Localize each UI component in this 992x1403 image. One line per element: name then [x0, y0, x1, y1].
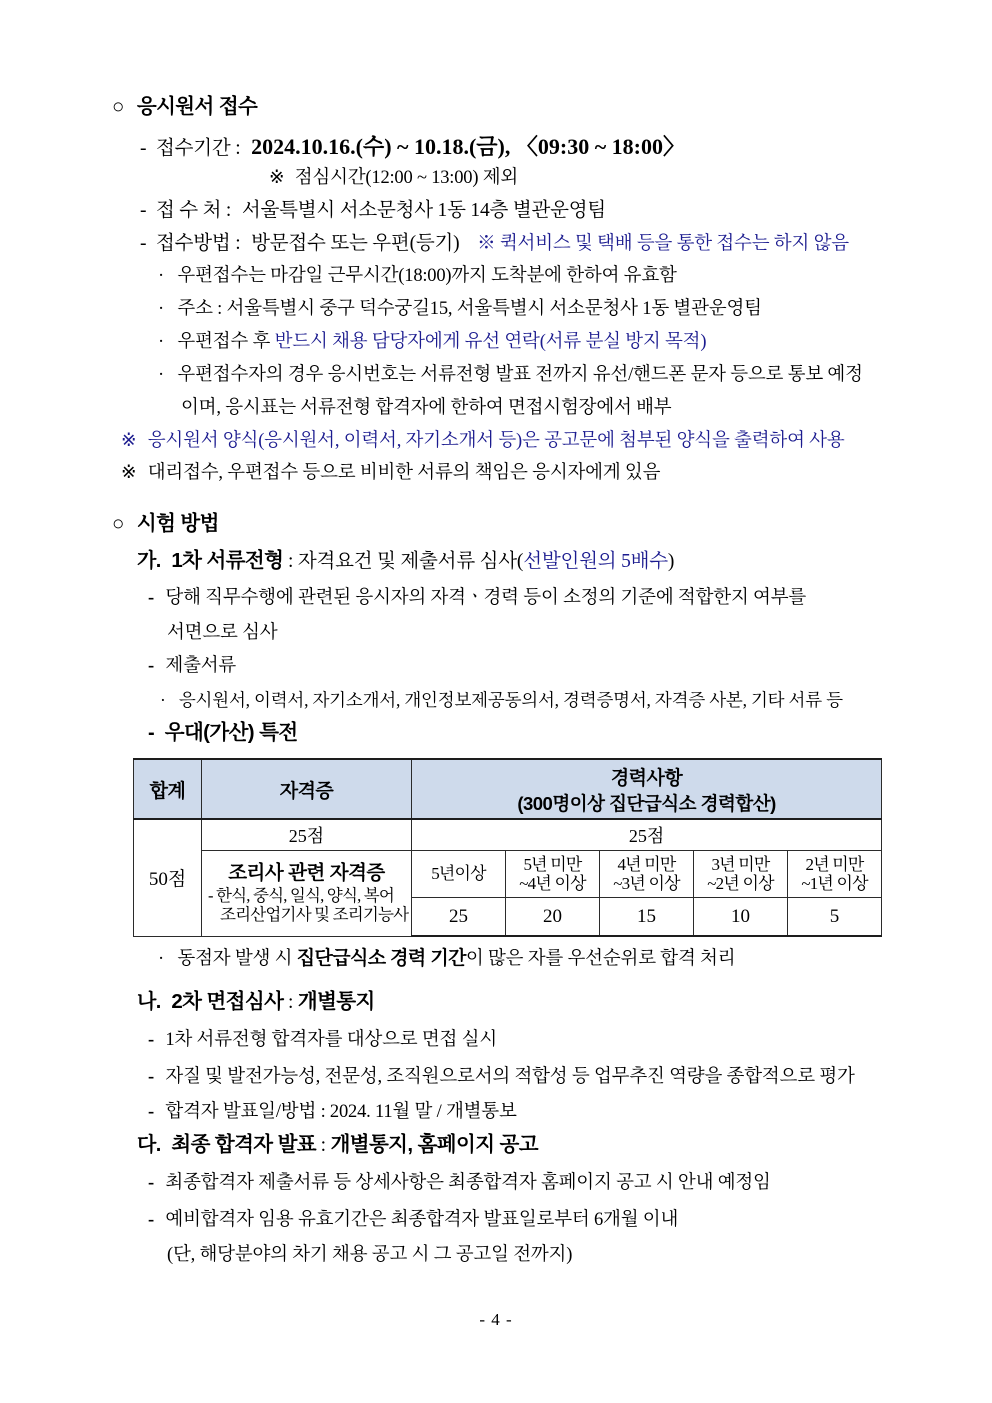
preference-points-line	[148, 723, 298, 744]
header-experience-line2: (300명이상 집단급식소 경력합산)	[517, 792, 776, 814]
reception-place-value: 서울특별시 서소문청사 1동 14층 별관운영팀	[241, 200, 607, 221]
review-scope-line2	[167, 624, 277, 643]
exam-number-notice-text1: 우편접수자의 경우 응시번호는 서류전형 발표 전까지 유선/핸드폰 문자 등으로 통보 예정	[177, 365, 863, 385]
reception-method-label: 접수방법 :	[155, 233, 241, 254]
final-docs-text: 최종합격자 제출서류 등 상세사항은 최종합격자 홈페이지 공고 시 안내 예정임	[165, 1173, 771, 1193]
step-ga-marker: 가.	[137, 550, 161, 572]
cell-certificate-points: 25점	[202, 819, 412, 851]
dash-marker: -	[148, 1102, 154, 1122]
reception-place-label: 접 수 처 :	[155, 200, 232, 221]
result-announce-line	[148, 1103, 517, 1122]
reception-method-note: ※ 퀵서비스 및 택배 등을 통한 접수는 하지 않음	[477, 234, 849, 254]
step-da-marker: 다.	[137, 1134, 161, 1156]
section-heading-application	[112, 97, 257, 118]
exp-col-3-label	[694, 851, 788, 898]
dash-marker: -	[140, 233, 147, 254]
mail-deadline-line	[158, 267, 677, 286]
step-na-title: 2차 면접심사	[171, 990, 284, 1013]
responsibility-notice-line	[121, 464, 660, 483]
lunch-break-note	[269, 169, 518, 188]
section-bullet-icon: ○	[112, 95, 124, 118]
reception-method-value: 방문접수 또는 우편(등기)	[251, 233, 460, 254]
dot-marker-icon: ·	[158, 949, 164, 969]
section-heading-exam-method	[112, 514, 219, 535]
reception-place-line	[140, 201, 606, 221]
exp-col-1-label	[506, 851, 600, 898]
reserve-validity-line1	[148, 1211, 678, 1230]
reception-period-label: 접수기간 :	[155, 138, 241, 159]
call-after-mail-emphasis: 반드시 채용 담당자에게 유선 연락(서류 분실 방지 목적)	[274, 332, 707, 352]
section-title: 시험 방법	[136, 512, 219, 535]
tie-break-emphasis: 집단급식소 경력 기간	[296, 948, 466, 969]
call-after-mail-line	[158, 333, 706, 352]
exp-col-3-line2: ~2년 이상	[707, 874, 774, 893]
header-experience	[412, 759, 882, 819]
step-ga-separator: :	[283, 551, 298, 572]
dot-marker-icon: ·	[158, 266, 164, 286]
step-da-line	[137, 1135, 538, 1156]
result-announce-text: 합격자 발표일/방법 : 2024. 11월 말 / 개별통보	[165, 1102, 517, 1122]
step-na-line	[137, 992, 375, 1013]
section-bullet-icon: ○	[112, 512, 124, 535]
reference-mark-icon: ※	[269, 168, 285, 188]
step-na-desc: 개별통지	[297, 990, 375, 1013]
cell-certificate-detail	[202, 851, 412, 937]
exp-col-4-line2: ~1년 이상	[801, 874, 868, 893]
dash-marker: -	[140, 200, 147, 221]
preference-points-text: 우대(가산) 특전	[164, 721, 298, 744]
reference-mark-icon: ※	[121, 431, 137, 451]
dash-marker: -	[148, 588, 154, 608]
exp-col-2-label	[600, 851, 694, 898]
dot-marker-icon: ·	[158, 332, 164, 352]
exp-col-1-line2: ~4년 이상	[519, 874, 586, 893]
cell-total-value: 50점	[134, 819, 202, 936]
preference-score-table	[133, 758, 882, 937]
review-scope-text2: 서면으로 심사	[167, 623, 278, 643]
form-notice-line	[121, 432, 845, 451]
lunch-break-text: 점심시간(12:00 ~ 13:00) 제외	[294, 168, 519, 188]
step-da-title: 최종 합격자 발표	[171, 1133, 316, 1156]
exam-number-notice-line1	[158, 366, 863, 385]
interview-target-text: 1차 서류전형 합격자를 대상으로 면접 실시	[165, 1030, 497, 1050]
dash-marker: -	[140, 138, 147, 159]
step-da-separator: :	[316, 1135, 331, 1156]
submission-docs-list-line	[160, 692, 843, 710]
dash-marker: -	[148, 1210, 154, 1230]
responsibility-notice-text: 대리접수, 우편접수 등으로 비비한 서류의 책임은 응시자에게 있음	[147, 463, 661, 483]
exp-col-1-line1: 5년 미만	[523, 854, 582, 874]
reference-mark-icon: ※	[121, 463, 137, 483]
reserve-validity-text1: 예비합격자 임용 유효기간은 최종합격자 발표일로부터 6개월 이내	[165, 1210, 679, 1230]
section-title: 응시원서 접수	[136, 95, 258, 118]
certificate-detail-sub1: - 한식, 중식, 일식, 양식, 복어	[208, 885, 395, 905]
exp-col-0-label	[412, 851, 506, 898]
table-header-row	[134, 759, 882, 819]
submission-docs-text: 제출서류	[165, 656, 237, 676]
step-na-separator: :	[283, 992, 298, 1013]
reception-method-line	[140, 234, 849, 254]
exp-col-4-line1: 2년 미만	[805, 854, 864, 874]
exp-col-4-value: 5	[788, 898, 882, 937]
call-after-mail-prefix: 우편접수 후	[177, 332, 275, 352]
exp-col-2-line2: ~3년 이상	[613, 874, 680, 893]
step-na-marker: 나.	[137, 991, 161, 1013]
exp-col-1-value: 20	[506, 898, 600, 937]
dot-marker-icon: ·	[158, 299, 164, 319]
final-docs-line	[148, 1174, 771, 1193]
interview-criteria-text: 자질 및 발전가능성, 전문성, 조직원으로서의 적합성 등 업무추진 역량을 종합적으로 평가	[165, 1067, 855, 1087]
dash-marker: -	[148, 1067, 154, 1087]
dash-marker: -	[148, 1030, 154, 1050]
step-ga-line	[137, 551, 674, 572]
reception-period-line	[140, 136, 685, 159]
exp-col-3-line1: 3년 미만	[711, 854, 770, 874]
dash-marker: -	[148, 722, 155, 744]
exp-col-2-line1: 4년 미만	[617, 854, 676, 874]
reserve-validity-text2: (단, 해당분야의 차기 채용 공고 시 그 공고일 전까지)	[167, 1245, 573, 1265]
step-ga-desc-emphasis: 선발인원의 5배수	[523, 551, 668, 572]
review-scope-text1: 당해 직무수행에 관련된 응시자의 자격ㆍ경력 등이 소정의 기준에 적합한지 여부를	[165, 588, 807, 608]
mail-deadline-text: 우편접수는 마감일 근무시간(18:00)까지 도착분에 한하여 유효함	[177, 266, 677, 286]
exp-col-3-value: 10	[694, 898, 788, 937]
submission-docs-list-text: 응시원서, 이력서, 자기소개서, 개인정보제공동의서, 경력증명서, 자격증 사본, 기타 서류 등	[178, 690, 843, 710]
exp-col-0-value: 25	[412, 898, 506, 937]
step-ga-desc: 자격요건 및 제출서류 심사(	[297, 551, 524, 572]
table-detail-row	[134, 851, 882, 898]
exp-col-4-label	[788, 851, 882, 898]
interview-target-line	[148, 1031, 497, 1050]
step-ga-title: 1차 서류전형	[171, 549, 284, 572]
dash-marker: -	[148, 656, 154, 676]
page-number-footer: - 4 -	[479, 1310, 513, 1329]
step-ga-desc-tail: )	[667, 551, 675, 572]
review-scope-line1	[148, 589, 806, 608]
exam-number-notice-line2	[181, 399, 671, 418]
exam-number-notice-text2: 이며, 응시표는 서류전형 합격자에 한하여 면접시험장에서 배부	[181, 398, 672, 418]
reception-period-value: 2024.10.16.(수) ~ 10.18.(금), 〈09:30 ~ 18:00〉	[251, 134, 685, 159]
certificate-detail-title: 조리사 관련 자격증	[228, 861, 385, 884]
address-text: 주소 : 서울특별시 중구 덕수궁길15, 서울특별시 서소문청사 1동 별관운영팀	[177, 299, 762, 319]
table-subtotal-row	[134, 819, 882, 851]
tie-break-prefix: 동점자 발생 시	[177, 949, 297, 969]
certificate-detail-sub2: 조리산업기사 및 조리기능사	[220, 905, 409, 925]
header-total: 합계	[134, 759, 202, 819]
header-experience-line1: 경력사항	[610, 767, 683, 789]
form-notice-text: 응시원서 양식(응시원서, 이력서, 자기소개서 등)은 공고문에 첨부된 양식을 출력하여 사용	[147, 431, 845, 451]
step-da-desc: 개별통지, 홈페이지 공고	[330, 1133, 538, 1156]
tie-break-line	[158, 949, 735, 969]
address-line	[158, 300, 762, 319]
tie-break-suffix: 이 많은 자를 우선순위로 합격 처리	[465, 949, 736, 969]
interview-criteria-line	[148, 1068, 855, 1087]
cell-experience-points: 25점	[412, 819, 882, 851]
dot-marker-icon: ·	[158, 365, 164, 385]
reserve-validity-line2	[167, 1246, 572, 1265]
submission-docs-line	[148, 657, 236, 676]
exp-col-0-line1: 5년이상	[431, 864, 486, 884]
exp-col-2-value: 15	[600, 898, 694, 937]
header-certificate: 자격증	[202, 759, 412, 819]
dot-marker-icon: ·	[160, 690, 166, 710]
dash-marker: -	[148, 1173, 154, 1193]
